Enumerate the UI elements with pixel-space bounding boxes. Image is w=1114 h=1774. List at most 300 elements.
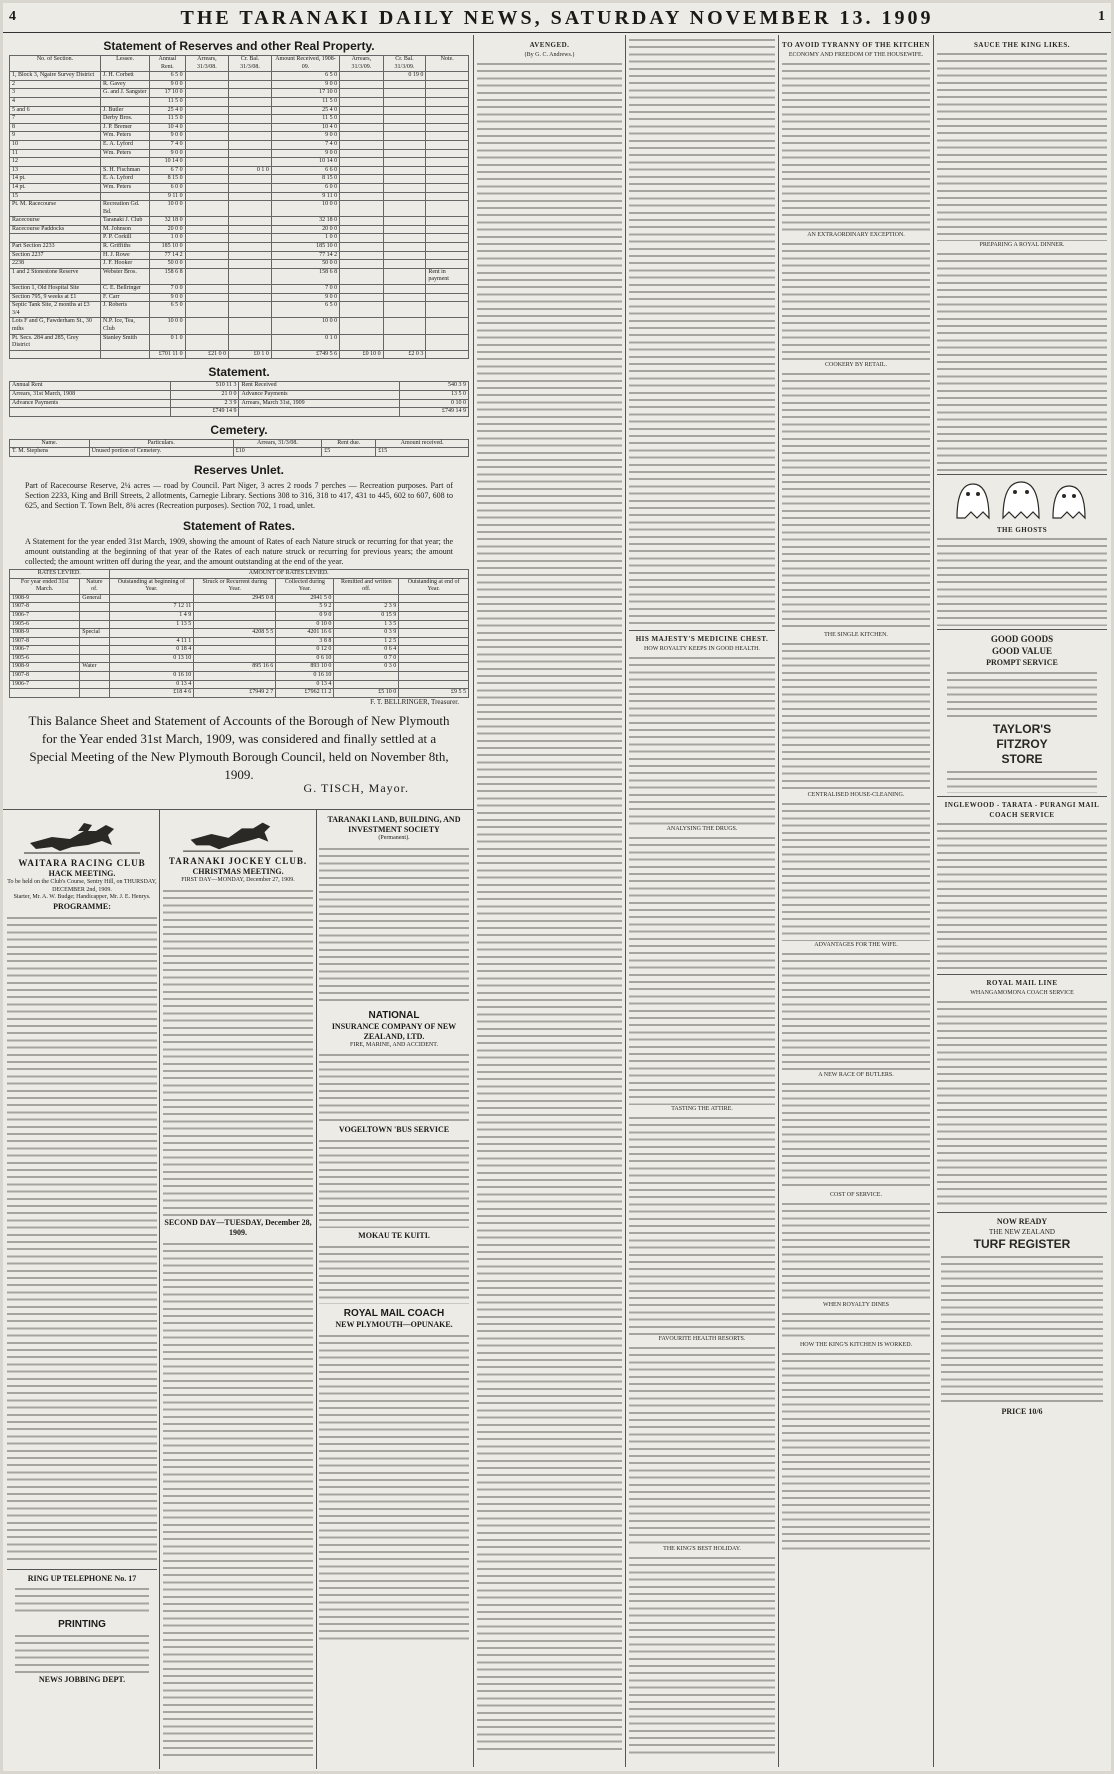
- rates-header: Collected during Year.: [276, 578, 334, 594]
- jockey-second-day: SECOND DAY—TUESDAY, December 28, 1909.: [164, 1217, 312, 1237]
- rates-cell: 0 10 0: [276, 620, 334, 629]
- rent-statement-table: [9, 381, 469, 416]
- prompt-service: PROMPT SERVICE: [986, 658, 1058, 667]
- reserves-cell: 10 0 0: [271, 318, 339, 334]
- reserves-cell: [229, 192, 272, 201]
- reserves-row: [10, 140, 469, 149]
- middle-ads: [319, 815, 469, 1765]
- reserves-cell: [383, 251, 426, 260]
- taylors-brand: TAYLOR'S: [992, 722, 1052, 736]
- reserves-cell: [185, 318, 229, 334]
- reserves-cell: [383, 80, 426, 89]
- reserves-cell: [426, 293, 469, 302]
- jockey-club-title: TARANAKI JOCKEY CLUB.: [168, 856, 308, 866]
- rates-cell: 895 16 6: [194, 663, 276, 672]
- reserves-cell: F. Carr: [101, 293, 150, 302]
- reserves-cell: [340, 318, 384, 334]
- ghost-figures-icon: [947, 478, 1097, 522]
- rates-cell: 0 18 4: [109, 646, 194, 655]
- rates-header: Outstanding at end of Year.: [399, 578, 469, 594]
- reserves-cell: [10, 350, 101, 359]
- reserves-cell: [383, 268, 426, 284]
- reserves-cell: [340, 158, 384, 167]
- reserves-cell: [229, 132, 272, 141]
- reserves-cell: [229, 97, 272, 106]
- reserves-cell: 9 0 0: [150, 132, 185, 141]
- rates-cell: [399, 629, 469, 638]
- rates-cell: [399, 646, 469, 655]
- turf-register-ad: [937, 1216, 1107, 1417]
- reserves-cell: [185, 80, 229, 89]
- reserves-row: [10, 123, 469, 132]
- tyranny-sub2: AN EXTRAORDINARY EXCEPTION.: [807, 232, 905, 238]
- reserves-cell: 10 0 0: [271, 201, 339, 217]
- reserves-cell: [340, 89, 384, 98]
- national-insurance-title: NATIONAL: [368, 1009, 420, 1021]
- rent-cell: Annual Rent: [10, 382, 171, 391]
- rates-cell: [80, 620, 109, 629]
- reserves-cell: [426, 149, 469, 158]
- reserves-cell: [185, 302, 229, 318]
- reserves-cell: [101, 350, 150, 359]
- page-number-right: 1: [1098, 9, 1105, 24]
- reserves-cell: [426, 140, 469, 149]
- rent-cell: 510 11 3: [170, 382, 239, 391]
- rates-cell: 1 2 5: [334, 637, 399, 646]
- reserves-cell: [340, 183, 384, 192]
- now-ready: NOW READY: [996, 1217, 1048, 1226]
- reserves-row: [10, 217, 469, 226]
- reserves-cell: [340, 115, 384, 124]
- rates-cell: 0 16 10: [109, 672, 194, 681]
- rates-cell: 4 11 1: [109, 637, 194, 646]
- rates-title: Statement of Rates.: [182, 518, 296, 533]
- reserves-row: [10, 201, 469, 217]
- fitzroy-brand: FITZROY: [996, 737, 1048, 751]
- reserves-cell: Section 1, Old Hospital Site: [10, 285, 101, 294]
- reserves-header-0: No. of Section.: [10, 56, 101, 72]
- rates-cell: 1907-8: [10, 672, 80, 681]
- reserves-cell: 6 0 0: [271, 183, 339, 192]
- reserves-cell: [229, 123, 272, 132]
- masthead-title: THE TARANAKI DAILY NEWS, SATURDAY NOVEMBER 13. 1909: [180, 7, 934, 29]
- reserves-cell: 25 4 0: [271, 106, 339, 115]
- cemetery-title: Cemetery.: [210, 422, 268, 437]
- reserves-cell: [185, 72, 229, 81]
- rates-cell: 2941 5 0: [276, 594, 334, 603]
- reserves-cell: [426, 183, 469, 192]
- reserves-total-row: [10, 350, 469, 359]
- reserves-cell: 6 7 0: [150, 166, 185, 175]
- reserves-cell: 0 1 0: [271, 334, 339, 350]
- reserves-cell: [340, 302, 384, 318]
- reserves-cell: [383, 334, 426, 350]
- tyranny-sub1: ECONOMY AND FREEDOM OF THE HOUSEWIFE.: [788, 52, 924, 58]
- reserves-cell: [426, 175, 469, 184]
- reserves-cell: [426, 217, 469, 226]
- rent-cell: 0 10 0: [400, 399, 469, 408]
- reserves-cell: 10 4 0: [150, 123, 185, 132]
- rent-cell: [10, 408, 171, 417]
- reserves-cell: G. and J. Sangster: [101, 89, 150, 98]
- printing-heading: PRINTING: [58, 1618, 106, 1630]
- reserves-cell: [383, 302, 426, 318]
- medicine-sub3: TASTING THE ATTIRE.: [671, 1106, 733, 1112]
- cemetery-row: [10, 448, 469, 457]
- reserves-cell: [229, 293, 272, 302]
- reserves-row: [10, 293, 469, 302]
- reserves-cell: £2 0 3: [383, 350, 426, 359]
- land-society-title: TARANAKI LAND, BUILDING, AND INVESTMENT SOCIETY: [327, 815, 461, 834]
- royal-mail-coach-sub: NEW PLYMOUTH—OPUNAKE.: [335, 1320, 453, 1329]
- reserves-cell: 9 11 0: [150, 192, 185, 201]
- reserves-header-4: Cr. Bal. 31/3/08.: [229, 56, 272, 72]
- reserves-cell: [383, 225, 426, 234]
- reserves-cell: [185, 132, 229, 141]
- rent-cell: Rent Received: [239, 382, 400, 391]
- reserves-row: [10, 175, 469, 184]
- reserves-cell: 10 0 0: [150, 201, 185, 217]
- reserves-cell: [185, 183, 229, 192]
- reserves-cell: [426, 72, 469, 81]
- reserves-cell: J. F. Hooker: [101, 260, 150, 269]
- reserves-cell: 10 4 0: [271, 123, 339, 132]
- reserves-cell: 10 14 0: [271, 158, 339, 167]
- reserves-cell: [426, 89, 469, 98]
- avenged-column: [477, 37, 622, 1765]
- reserves-cell: 10 0 0: [150, 318, 185, 334]
- reserves-cell: 1 0 0: [150, 234, 185, 243]
- reserves-cell: [426, 334, 469, 350]
- rates-header: Outstanding at beginning of Year.: [109, 578, 194, 594]
- rates-cell: [10, 689, 80, 698]
- reserves-cell: R. Griffiths: [101, 243, 150, 252]
- rates-cell: [194, 646, 276, 655]
- reserves-cell: 0 19 0: [383, 72, 426, 81]
- rent-cell: Arrears, 31st March, 1908: [10, 390, 171, 399]
- rates-cell: [194, 680, 276, 689]
- rates-cell: 1906-7: [10, 680, 80, 689]
- rates-cell: 1908-9: [10, 629, 80, 638]
- sauce-title: SAUCE THE KING LIKES.: [974, 41, 1070, 49]
- medicine-column: [629, 37, 775, 1765]
- royal-mail-line-title: ROYAL MAIL LINE: [986, 979, 1058, 987]
- reserves-cell: [383, 158, 426, 167]
- reserves-cell: 6 5 0: [150, 72, 185, 81]
- reserves-cell: [229, 268, 272, 284]
- inglewood-coach-title: INGLEWOOD - TARATA - PURANGI MAIL COACH SERVICE: [944, 801, 1100, 819]
- rates-cell: £9 5 5: [399, 689, 469, 698]
- ring-up-title: RING UP TELEPHONE No. 17: [27, 1573, 137, 1583]
- reserves-cell: [185, 192, 229, 201]
- rates-row: [10, 620, 469, 629]
- rates-cell: 1 13 5: [109, 620, 194, 629]
- reserves-cell: Part Section 2233: [10, 243, 101, 252]
- rent-row: [10, 382, 469, 391]
- reserves-cell: 9 0 0: [150, 293, 185, 302]
- reserves-cell: [101, 97, 150, 106]
- reserves-cell: Section 2237: [10, 251, 101, 260]
- rent-cell: 21 0 0: [170, 390, 239, 399]
- reserves-cell: 32 18 0: [150, 217, 185, 226]
- reserves-cell: [229, 243, 272, 252]
- rates-cell: [80, 611, 109, 620]
- reserves-cell: [229, 89, 272, 98]
- masthead: [3, 3, 1111, 33]
- rent-cell: £749 14 9: [170, 408, 239, 417]
- jockey-first-day: FIRST DAY—MONDAY, December 27, 1909.: [181, 877, 295, 883]
- reserves-cell: [340, 260, 384, 269]
- reserves-cell: 12: [10, 158, 101, 167]
- rates-cell: [80, 672, 109, 681]
- rates-cell: [194, 620, 276, 629]
- rates-cell: 1 3 5: [334, 620, 399, 629]
- reserves-cell: 6 6 0: [271, 166, 339, 175]
- reserves-row: [10, 132, 469, 141]
- whangamomona-sub: WHANGAMOMONA COACH SERVICE: [970, 990, 1074, 996]
- reserves-cell: [229, 175, 272, 184]
- rates-cell: 0 9 0: [276, 611, 334, 620]
- rates-cell: [80, 637, 109, 646]
- reserves-cell: [340, 166, 384, 175]
- reserves-cell: [426, 225, 469, 234]
- reserves-cell: [383, 106, 426, 115]
- statement-title: Statement of Reserves and other Real Property.: [103, 39, 375, 53]
- reserves-cell: [10, 234, 101, 243]
- medicine-sub1: HOW ROYALTY KEEPS IN GOOD HEALTH.: [644, 646, 760, 652]
- rates-cell: 0 16 10: [276, 672, 334, 681]
- reserves-cell: [383, 132, 426, 141]
- rates-cell: 1 4 9: [109, 611, 194, 620]
- reserves-cell: [340, 334, 384, 350]
- reserves-cell: 9 0 0: [271, 80, 339, 89]
- reserves-cell: [229, 234, 272, 243]
- rent-total-row: [10, 408, 469, 417]
- cemetery-table: [9, 439, 469, 457]
- rates-cell: Special: [80, 629, 109, 638]
- reserves-row: [10, 334, 469, 350]
- national-insurance-sub: INSURANCE COMPANY OF NEW ZEALAND, LTD.: [331, 1021, 457, 1041]
- tyranny-sub6: ADVANTAGES FOR THE WIFE.: [814, 942, 898, 948]
- reserves-cell: [185, 149, 229, 158]
- reserves-cell: 9 0 0: [150, 80, 185, 89]
- waitara-programme-text: [7, 915, 157, 1565]
- reserves-cell: Wm. Peters: [101, 132, 150, 141]
- reserves-row: [10, 260, 469, 269]
- reserves-cell: 6 0 0: [150, 183, 185, 192]
- tyranny-sub9: WHEN ROYALTY DINES: [823, 1302, 889, 1308]
- reserves-cell: Section 795, 9 weeks at £1: [10, 293, 101, 302]
- reserves-cell: 14 pt.: [10, 183, 101, 192]
- reserves-cell: [426, 132, 469, 141]
- tyranny-sub8: COST OF SERVICE.: [830, 1192, 882, 1198]
- rates-header: Remitted and written off.: [334, 578, 399, 594]
- reserves-cell: 6 5 0: [150, 302, 185, 318]
- reserves-row: [10, 318, 469, 334]
- reserves-cell: [383, 318, 426, 334]
- rates-cell: 3 8 8: [276, 637, 334, 646]
- rates-cell: [334, 594, 399, 603]
- reserves-cell: 11 5 0: [271, 97, 339, 106]
- reserves-cell: [340, 225, 384, 234]
- rates-cell: [194, 654, 276, 663]
- rent-row: [10, 390, 469, 399]
- reserves-cell: [185, 251, 229, 260]
- reserves-cell: 3: [10, 89, 101, 98]
- reserves-cell: [340, 80, 384, 89]
- ghosts-title: THE GHOSTS: [996, 526, 1048, 534]
- reserves-cell: [340, 132, 384, 141]
- reserves-cell: [383, 115, 426, 124]
- rates-cell: [334, 672, 399, 681]
- reserves-row: [10, 302, 469, 318]
- reserves-cell: [185, 115, 229, 124]
- reserves-cell: [185, 140, 229, 149]
- rates-cell: 0 3 9: [334, 629, 399, 638]
- good-value: GOOD VALUE: [992, 646, 1052, 656]
- reserves-cell: [185, 225, 229, 234]
- reserves-cell: [229, 285, 272, 294]
- reserves-cell: [229, 183, 272, 192]
- reserves-cell: Racecourse Paddocks: [10, 225, 101, 234]
- rates-cell: £7949 2 7: [194, 689, 276, 698]
- reserves-cell: [229, 72, 272, 81]
- reserves-cell: [340, 149, 384, 158]
- reserves-cell: Derby Bros.: [101, 115, 150, 124]
- reserves-cell: 50 0 0: [150, 260, 185, 269]
- reserves-cell: [185, 201, 229, 217]
- tyranny-sub7: A NEW RACE OF BUTLERS.: [818, 1072, 894, 1078]
- reserves-cell: [185, 123, 229, 132]
- reserves-cell: 11: [10, 149, 101, 158]
- reserves-cell: 7 4 0: [150, 140, 185, 149]
- reserves-cell: Wm. Peters: [101, 149, 150, 158]
- reserves-cell: 8 15 0: [271, 175, 339, 184]
- reserves-cell: Recreation Gd. Bd.: [101, 201, 150, 217]
- rates-cell: [399, 594, 469, 603]
- reserves-cell: 10: [10, 140, 101, 149]
- jockey-club-sub: CHRISTMAS MEETING.: [192, 867, 284, 876]
- rates-cell: [399, 654, 469, 663]
- balance-sheet: [9, 37, 469, 795]
- rates-cell: [80, 646, 109, 655]
- rates-row: [10, 654, 469, 663]
- reserves-row: [10, 166, 469, 175]
- rates-cell: 1907-8: [10, 603, 80, 612]
- reserves-cell: [383, 285, 426, 294]
- reserves-cell: 7: [10, 115, 101, 124]
- reserves-cell: [340, 72, 384, 81]
- rates-cell: [109, 594, 194, 603]
- reserves-cell: [229, 80, 272, 89]
- reserves-cell: [426, 260, 469, 269]
- rates-cell: 0 12 0: [276, 646, 334, 655]
- tyranny-title: TO AVOID TYRANNY OF THE KITCHEN: [782, 41, 930, 49]
- rent-cell: Arrears, March 31st, 1909: [239, 399, 400, 408]
- reserves-cell: [229, 225, 272, 234]
- reserves-cell: 7 0 0: [150, 285, 185, 294]
- reserves-cell: [383, 234, 426, 243]
- reserves-row: [10, 72, 469, 81]
- reserves-cell: [340, 285, 384, 294]
- reserves-cell: 32 18 0: [271, 217, 339, 226]
- jockey-club-ad: [163, 815, 313, 1765]
- rates-cell: 7 12 11: [109, 603, 194, 612]
- reserves-cell: [229, 251, 272, 260]
- reserves-cell: [185, 106, 229, 115]
- reserves-cell: [229, 158, 272, 167]
- reserves-cell: N.P. Ice, Tea, Club: [101, 318, 150, 334]
- reserves-cell: 158 6 8: [271, 268, 339, 284]
- cemetery-cell: T. M. Stephens: [10, 448, 90, 457]
- racehorse-icon: [22, 817, 142, 855]
- reserves-cell: [426, 201, 469, 217]
- reserves-row: [10, 225, 469, 234]
- reserves-cell: [340, 234, 384, 243]
- reserves-cell: Taranaki J. Club: [101, 217, 150, 226]
- racehorse-icon: [178, 817, 298, 853]
- reserves-cell: [383, 123, 426, 132]
- medicine-sub2: ANALYSING THE DRUGS.: [666, 826, 738, 832]
- reserves-row: [10, 149, 469, 158]
- rates-cell: [194, 637, 276, 646]
- reserves-cell: [185, 217, 229, 226]
- medicine-sub5: THE KING'S BEST HOLIDAY.: [663, 1546, 741, 1552]
- mayor-signature: G. TISCH, Mayor.: [303, 780, 409, 795]
- vogeltown-bus-title: VOGELTOWN 'BUS SERVICE: [338, 1125, 450, 1134]
- reserves-cell: 11 5 0: [150, 97, 185, 106]
- rent-cell: 13 5 0: [400, 390, 469, 399]
- reserves-cell: M. Johnson: [101, 225, 150, 234]
- rates-cell: [80, 654, 109, 663]
- waitara-sub: HACK MEETING.: [48, 869, 116, 878]
- cemetery-cell: £15: [376, 448, 469, 457]
- reserves-header-7: Cr. Bal. 31/3/09.: [383, 56, 426, 72]
- reserves-row: [10, 192, 469, 201]
- reserves-cell: H. J. Rowe: [101, 251, 150, 260]
- rates-cell: 0 6 10: [276, 654, 334, 663]
- rates-table: [9, 569, 469, 698]
- good-goods: GOOD GOODS: [990, 634, 1054, 644]
- reserves-cell: 0 1 0: [229, 166, 272, 175]
- reserves-cell: 9 11 0: [271, 192, 339, 201]
- land-society-sub: (Permanent).: [378, 835, 410, 841]
- reserves-unlet-text: Part of Racecourse Reserve, 2¼ acres — road by Council. Part Niger, 3 acres 2 roods 7 perches — Recreation purposes. Part of Section 2233, King and Brill Streets, 2 allotments, Carnegie Library. Sections 308 to 316, 318 to 417, 431 to 445, 602 to 607, 608 to 625, and Section T. Town Belt, 8¾ acres (Recreation purposes). Section 702, 1 road, unlet.: [25, 480, 453, 510]
- medicine-sub4: FAVOURITE HEALTH RESORTS.: [658, 1336, 746, 1342]
- reserves-cell: [101, 192, 150, 201]
- reserves-cell: [229, 318, 272, 334]
- reserves-row: [10, 115, 469, 124]
- reserves-cell: [229, 149, 272, 158]
- reserves-cell: Pt. M. Racecourse: [10, 201, 101, 217]
- reserves-cell: [185, 334, 229, 350]
- reserves-cell: 1 0 0: [271, 234, 339, 243]
- reserves-cell: [426, 123, 469, 132]
- tyranny-sub4: THE SINGLE KITCHEN.: [824, 632, 888, 638]
- reserves-cell: [383, 149, 426, 158]
- reserves-cell: C. E. Bellringer: [101, 285, 150, 294]
- rates-row: [10, 603, 469, 612]
- reserves-cell: [229, 106, 272, 115]
- reserves-cell: Stanley Smith: [101, 334, 150, 350]
- reserves-cell: [383, 293, 426, 302]
- reserves-cell: [340, 175, 384, 184]
- store-brand: STORE: [1001, 752, 1043, 766]
- rates-cell: [80, 603, 109, 612]
- reserves-cell: £0 10 0: [340, 350, 384, 359]
- reserves-cell: [185, 97, 229, 106]
- reserves-cell: [185, 293, 229, 302]
